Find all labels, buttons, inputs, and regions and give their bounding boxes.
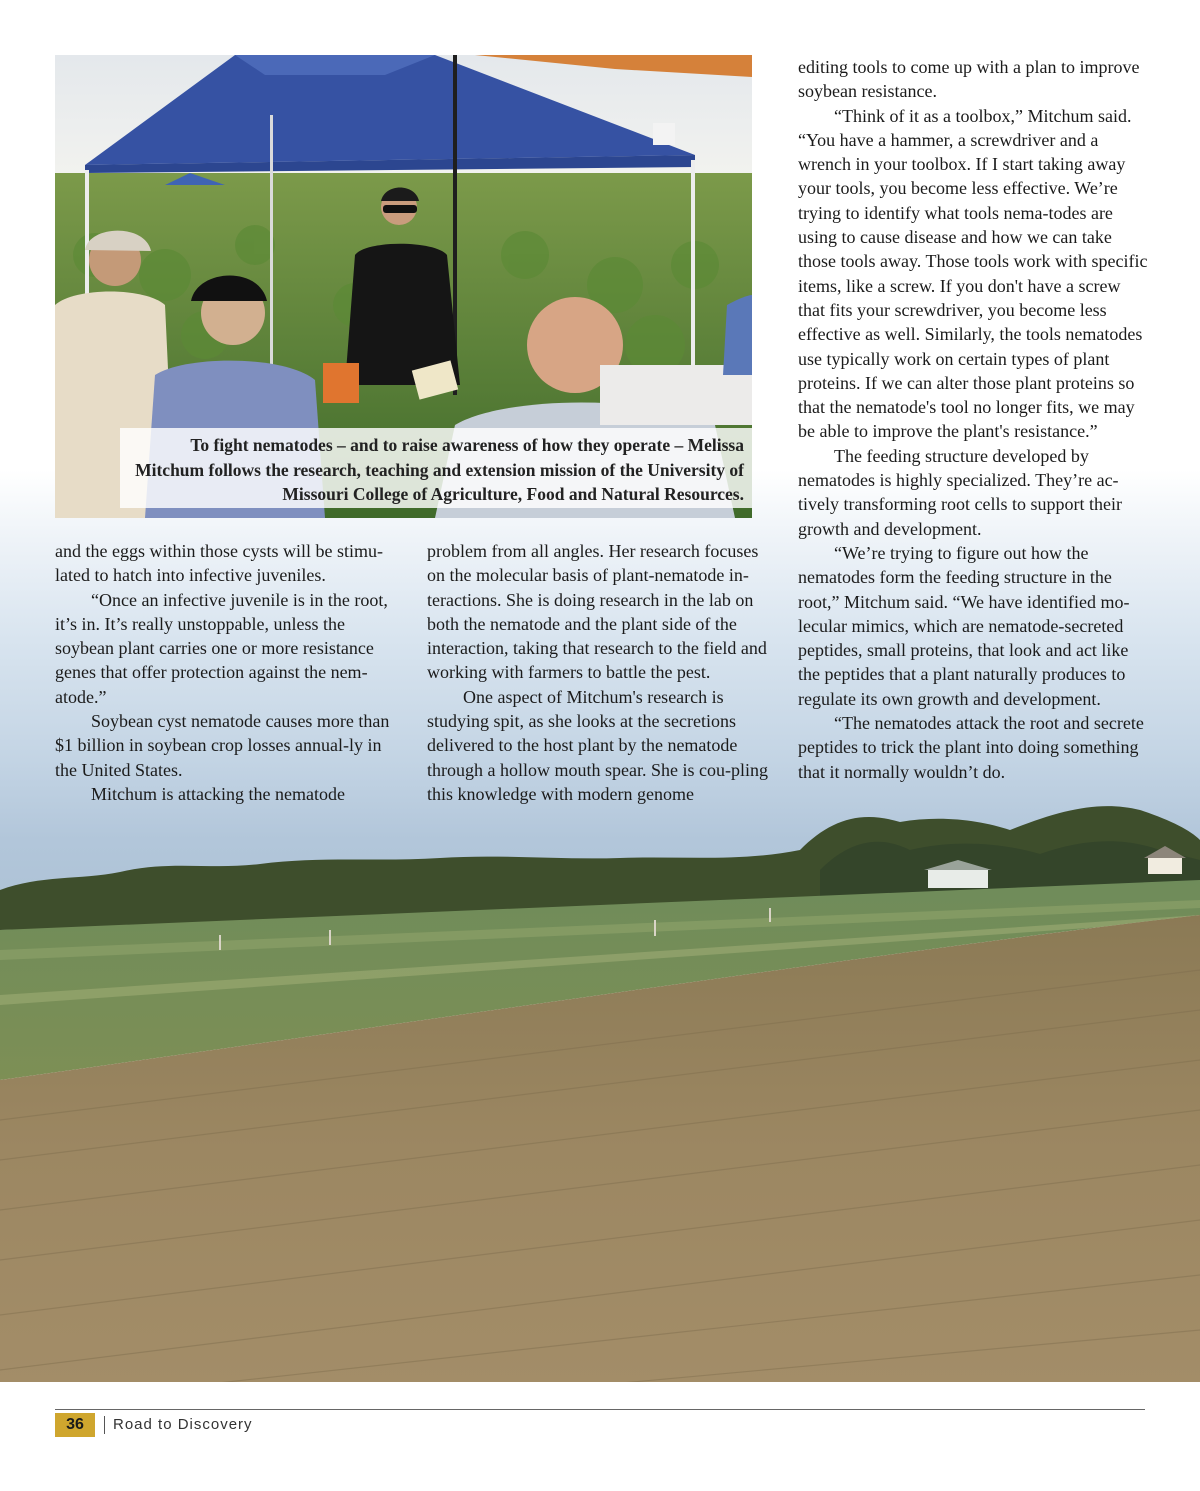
article-column-3: [798, 55, 1150, 784]
page-number: 36: [55, 1413, 95, 1437]
paragraph: Soybean cyst nematode causes more than $1 billion in soybean crop losses annual-ly in the United States.: [55, 711, 390, 780]
paragraph: One aspect of Mitchum's research is studying spit, as she looks at the secretions delivered to the host plant by the nematode through a hollow mouth spear. She is cou-pling this knowledge with modern genome: [427, 686, 768, 804]
footer-rule: [55, 1409, 1145, 1410]
footer-separator: [104, 1416, 105, 1434]
photo-caption: To fight nematodes – and to raise awareness of how they operate – Melissa Mitchum follows the research, teaching and extension mission of the University of Missouri College of Agriculture, Food and Natural Resources.: [120, 428, 752, 508]
paragraph: and the eggs within those cysts will be stimu-lated to hatch into infective juveniles.: [55, 541, 383, 586]
paragraph: “Once an infective juvenile is in the root, it’s in. It’s really unstoppable, unless the soybean plant carries one or more resistance genes that offer protection against the nem-atode.”: [55, 589, 388, 707]
paragraph: The feeding structure developed by nematodes is highly specialized. They’re ac-tively transforming root cells to support their growth and development.: [798, 445, 1122, 539]
publication-title: Road to Discovery: [113, 1416, 253, 1433]
paragraph: “The nematodes attack the root and secrete peptides to trick the plant into doing something that it normally wouldn’t do.: [798, 713, 1144, 782]
paragraph: editing tools to come up with a plan to improve soybean resistance.: [798, 57, 1140, 102]
field-landscape-image: [0, 780, 1200, 1385]
field-day-photo: [55, 55, 752, 518]
paragraph: “Think of it as a toolbox,” Mitchum said. “You have a hammer, a screwdriver and a wrench in your toolbox. If I start taking away your tools, you become less effective. We’re trying to identify what tools nema-todes are using to cause disease and how we can take those tools away. Those tools work with specific items, like a screw. If you don't have a screw that fits your screwdriver, you become less effective as well. Similarly, the tools nematodes use typically work on certain types of plant proteins. If we can alter those plant proteins so that the nematode's tool no longer fits, we may be able to improve the plant's resistance.”: [798, 105, 1148, 442]
paragraph: “We’re trying to figure out how the nematodes form the feeding structure in the root,” Mitchum said. “We have identified mo-lecular mimics, which are nematode-secreted peptides, small proteins, that look and act like the peptides that a plant naturally produces to regulate its own growth and development.: [798, 542, 1130, 709]
paragraph: problem from all angles. Her research focuses on the molecular basis of plant-nematode in-teractions. She is doing research in the lab on both the nematode and the plant side of the interaction, taking that research to the field and working with farmers to battle the pest.: [427, 541, 767, 683]
article-column-2: [427, 539, 779, 806]
paragraph: Mitchum is attacking the nematode: [91, 783, 345, 804]
article-column-1: [55, 539, 405, 806]
